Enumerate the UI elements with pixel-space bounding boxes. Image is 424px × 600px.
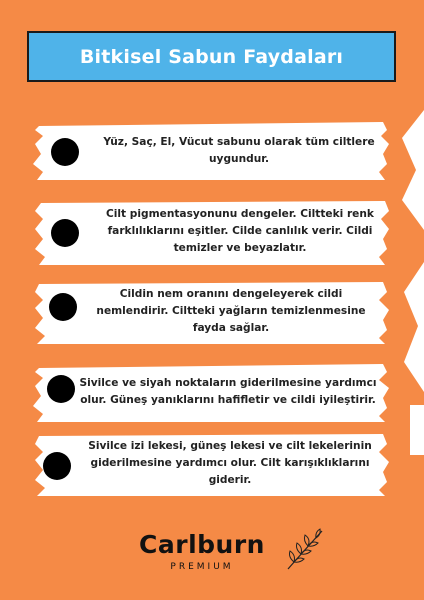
bullet-icon [43,452,71,480]
bullet-icon [51,219,79,247]
benefit-card-4 [33,362,389,424]
benefit-text: Sivilce izi lekesi, güneş lekesi ve cilt lekelerinin giderilmesine yardımcı olur. Cilt karışıklıklarını giderir. [88,440,372,486]
benefit-card-1 [33,120,389,182]
bullet-icon [51,138,79,166]
decorative-arrow-shape [394,262,424,392]
bullet-icon [47,375,75,403]
brand-logo-subtitle: PREMIUM [170,562,234,572]
benefit-card-2 [33,199,389,267]
title-banner [27,31,396,82]
benefit-text: Cildin nem oranını dengeleyerek cildi nemlendirir. Ciltteki yağların temizlenmesine fayda sağlar. [96,288,366,334]
benefit-card-3 [33,280,389,346]
benefit-text: Yüz, Saç, El, Vücut sabunu olarak tüm ciltlere uygundur. [103,136,375,165]
brand-logo-name: Carlburn [139,530,265,559]
page-title: Bitkisel Sabun Faydaları [79,45,344,68]
decorative-arrow-shape [394,405,424,455]
decorative-arrow-shape [394,110,424,230]
benefit-text: Sivilce ve siyah noktaların giderilmesine yardımcı olur. Güneş yanıklarını hafifletir ve cildi iyileştirir. [79,377,377,406]
leaf-branch-icon [282,527,328,573]
benefit-text: Cilt pigmentasyonunu dengeler. Ciltteki renk farklılıklarını eşitler. Cilde canlılık verir. Cildi temizler ve beyazlatır. [106,208,374,254]
bullet-icon [49,293,77,321]
benefit-card-5 [33,432,389,498]
